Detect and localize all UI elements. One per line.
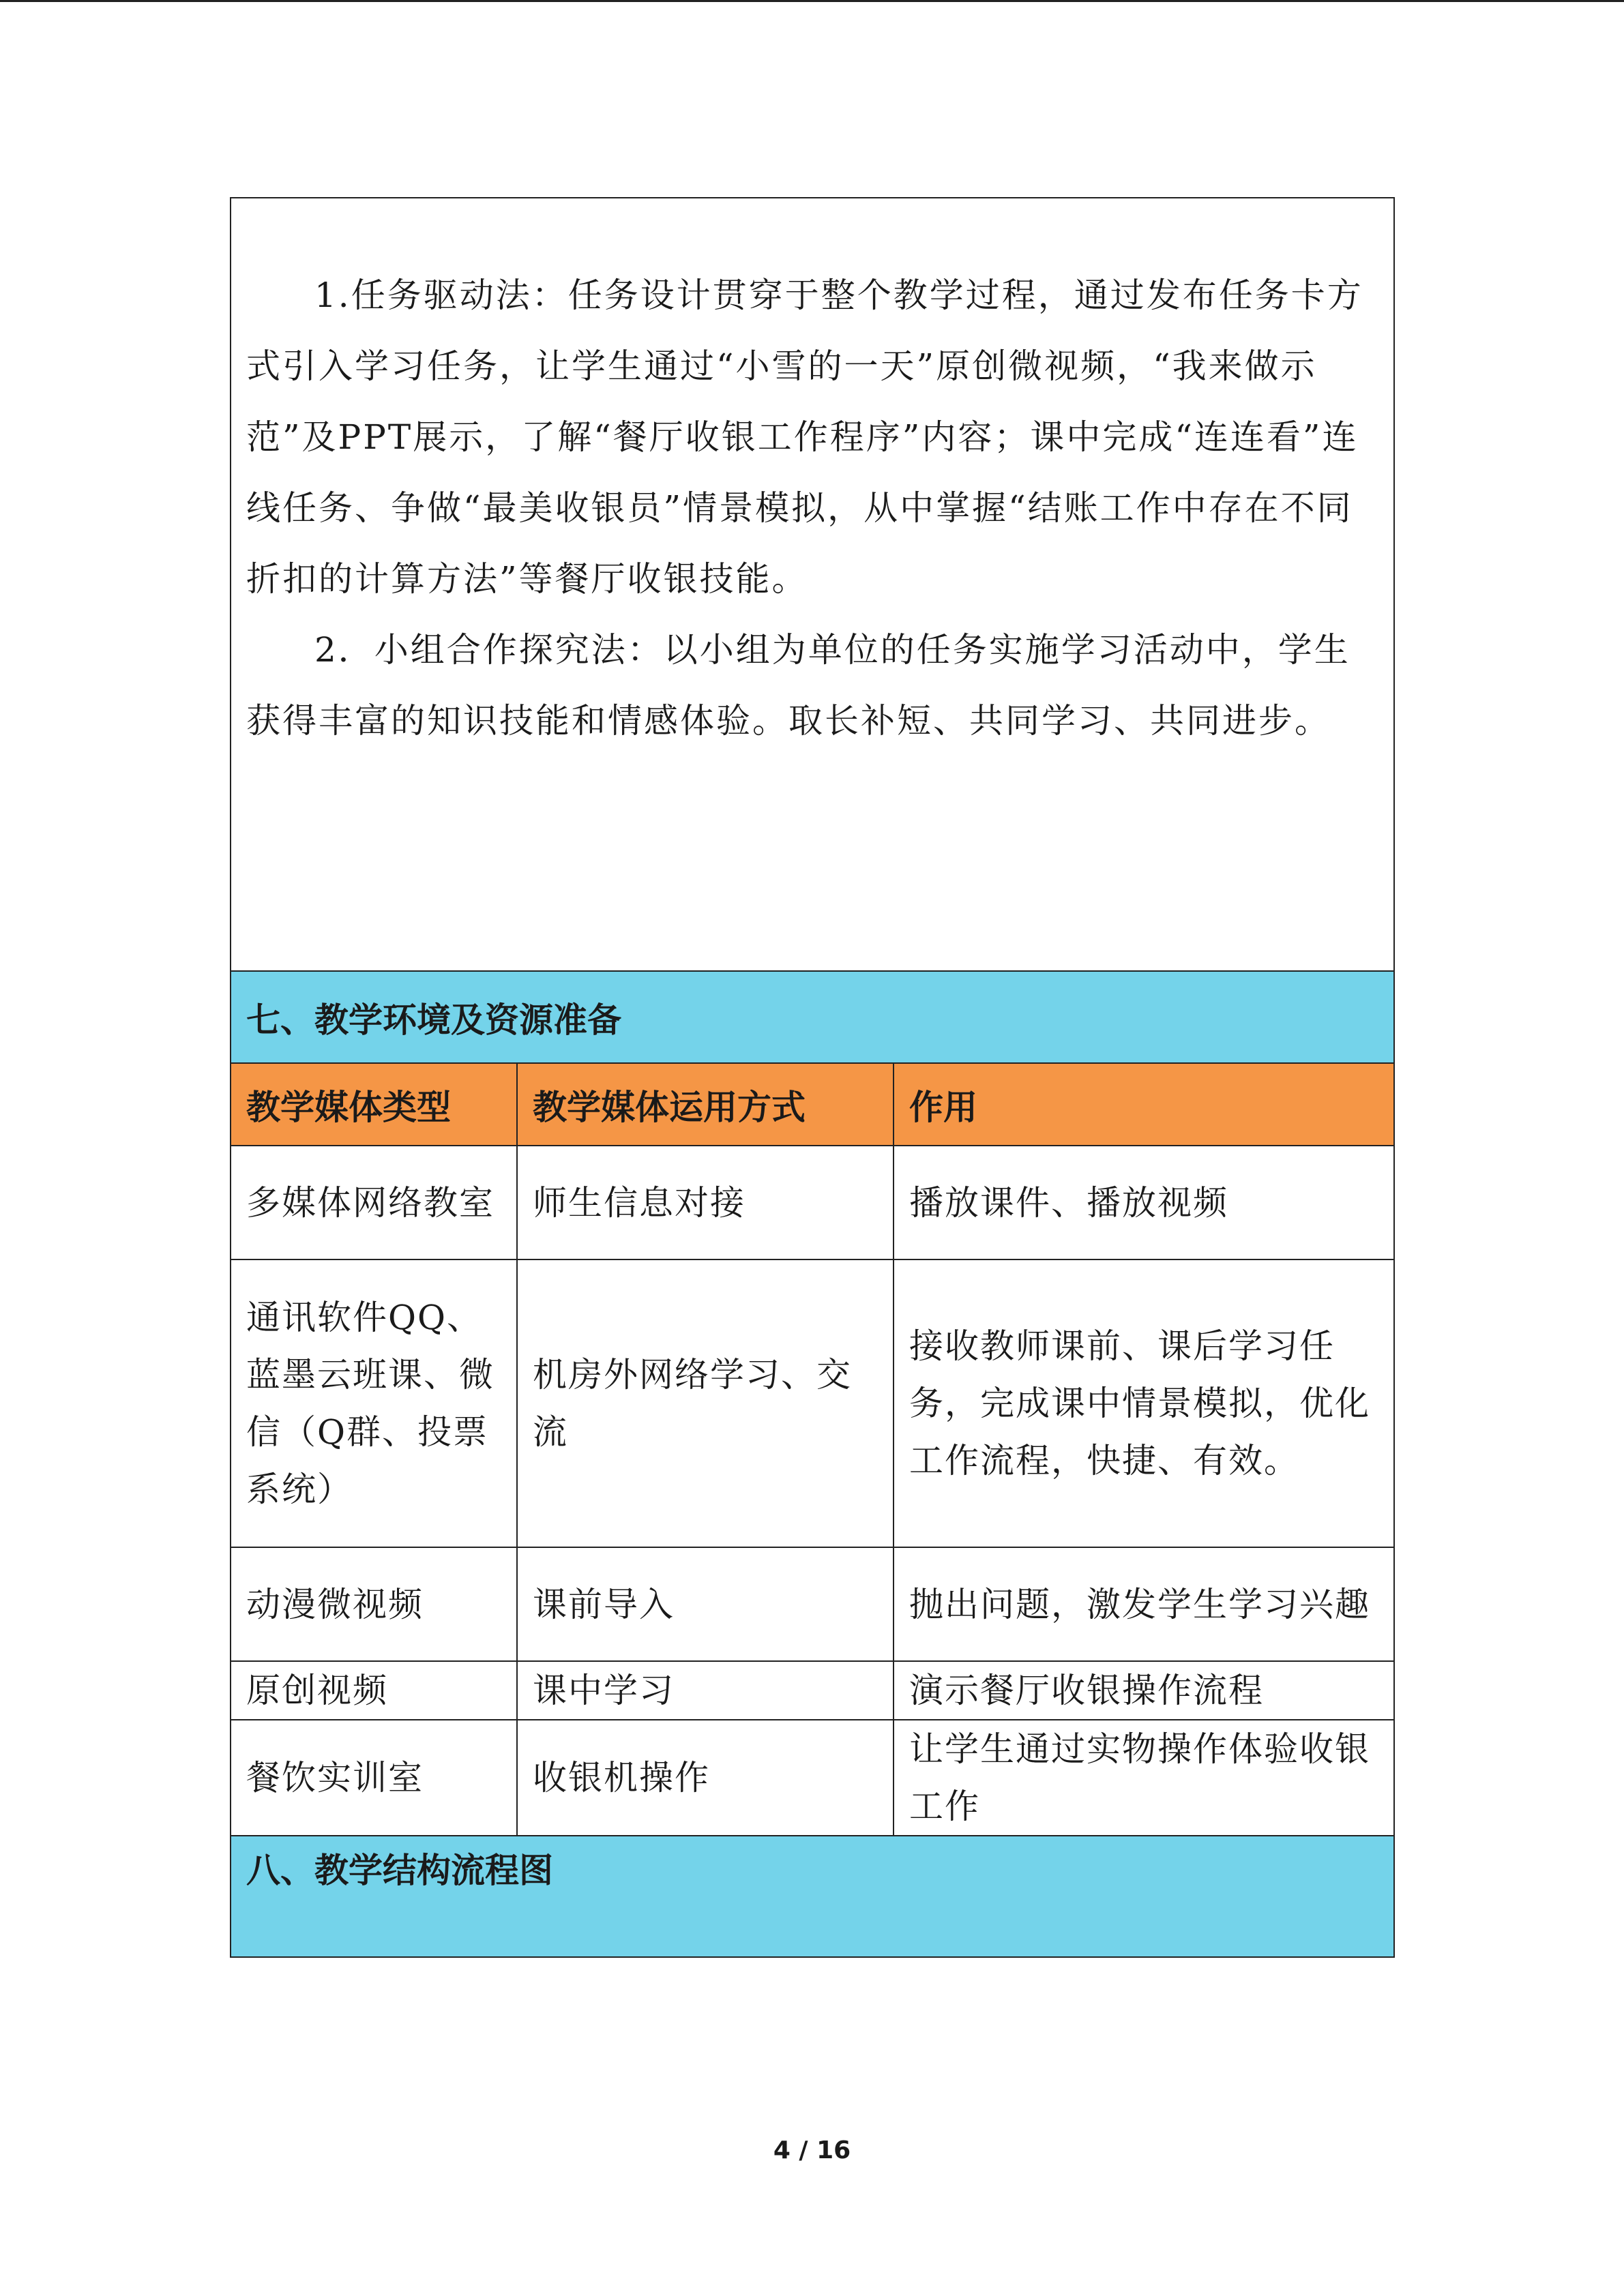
media-effect-cell: 让学生通过实物操作体验收银工作 xyxy=(894,1720,1394,1836)
media-usage-cell: 课前导入 xyxy=(517,1547,894,1661)
section-8-title: 八、教学结构流程图 xyxy=(231,1836,1394,1957)
method-task-driven: 1.任务驱动法：任务设计贯穿于整个教学过程，通过发布任务卡方式引入学习任务，让学生通过“小雪的一天”原创微视频，“我来做示范”及PPT展示，了解“餐厅收银工作程序”内容；课中完成“连连看”连线任务、争做“最美收银员”情景模拟，从中掌握“结账工作中存在不同折扣的计算方法”等餐厅收银技能。 xyxy=(246,275,1363,599)
header-media-usage: 教学媒体运用方式 xyxy=(517,1063,894,1146)
lesson-plan-table xyxy=(230,197,1395,1958)
media-effect-cell: 抛出问题，激发学生学习兴趣 xyxy=(894,1547,1394,1661)
media-effect-cell: 接收教师课前、课后学习任务，完成课中情景模拟，优化工作流程，快捷、有效。 xyxy=(894,1259,1394,1547)
table-row xyxy=(231,1661,1394,1720)
media-effect-cell: 播放课件、播放视频 xyxy=(894,1146,1394,1259)
media-type-cell: 通讯软件QQ、蓝墨云班课、微信（Q群、投票系统） xyxy=(231,1259,517,1547)
page-number: 4 / 16 xyxy=(773,2136,851,2164)
media-usage-cell: 课中学习 xyxy=(517,1661,894,1720)
header-media-effect: 作用 xyxy=(894,1063,1394,1146)
table-row xyxy=(231,1547,1394,1661)
section-8-header xyxy=(231,1836,1394,1957)
methods-row xyxy=(231,198,1394,971)
media-type-cell: 餐饮实训室 xyxy=(231,1720,517,1836)
media-usage-cell: 收银机操作 xyxy=(517,1720,894,1836)
page-top-border xyxy=(0,0,1624,2)
header-media-type: 教学媒体类型 xyxy=(231,1063,517,1146)
teaching-methods-cell xyxy=(231,198,1394,971)
table-row xyxy=(231,1146,1394,1259)
section-7-title: 七、教学环境及资源准备 xyxy=(231,971,1394,1063)
media-type-cell: 多媒体网络教室 xyxy=(231,1146,517,1259)
media-table-header xyxy=(231,1063,1394,1146)
media-effect-cell: 演示餐厅收银操作流程 xyxy=(894,1661,1394,1720)
media-usage-cell: 师生信息对接 xyxy=(517,1146,894,1259)
media-usage-cell: 机房外网络学习、交流 xyxy=(517,1259,894,1547)
method-group-cooperation: 2．小组合作探究法：以小组为单位的任务实施学习活动中，学生获得丰富的知识技能和情感体验。取长补短、共同学习、共同进步。 xyxy=(246,630,1350,741)
media-type-cell: 原创视频 xyxy=(231,1661,517,1720)
media-type-cell: 动漫微视频 xyxy=(231,1547,517,1661)
table-row xyxy=(231,1259,1394,1547)
section-7-header xyxy=(231,971,1394,1063)
table-row xyxy=(231,1720,1394,1836)
